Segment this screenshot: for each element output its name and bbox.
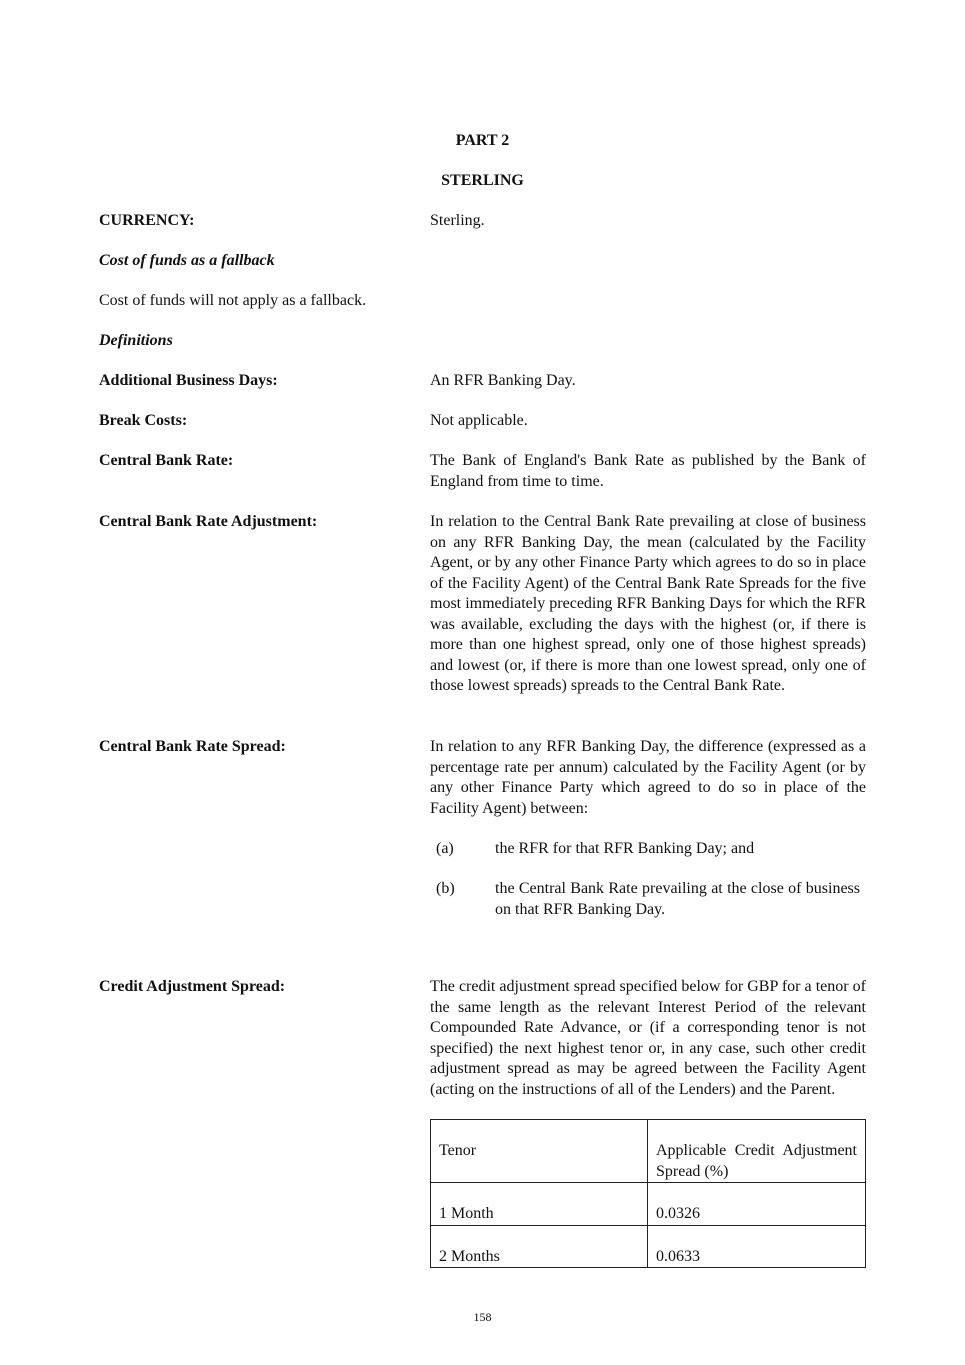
- list-item-label: (a): [436, 840, 454, 857]
- table-header-cell: Tenor: [431, 1120, 648, 1183]
- definitions-heading: Definitions: [99, 332, 173, 349]
- term-central-bank-rate-spread: Central Bank Rate Spread:: [99, 738, 286, 755]
- definition-central-bank-rate-adjustment: In relation to the Central Bank Rate prevailing at close of business on any RFR Banking Day, the mean (calculated by the Facility Agent, or by any other Finance Party which agrees to do so in place of the Facility Agent) of the Central Bank Rate Spreads for the five most immediately preceding RFR Banking Days for which the RFR was available, excluding the days with the highest (or, if there is more than one highest spread, only one of those highest spreads) and lowest (or, if there is more than one lowest spread, only one of those lowest spreads) spreads to the Central Bank Rate.: [430, 513, 866, 694]
- table-cell: 1 Month: [431, 1183, 648, 1226]
- term-additional-business-days: Additional Business Days:: [99, 372, 278, 389]
- cost-of-funds-heading: Cost of funds as a fallback: [99, 252, 275, 269]
- currency-label: CURRENCY:: [99, 212, 195, 229]
- list-item-text: the Central Bank Rate prevailing at the close of business on that RFR Banking Day.: [495, 880, 860, 918]
- table-cell: 0.0326: [648, 1183, 866, 1226]
- cost-of-funds-text: Cost of funds will not apply as a fallback.: [99, 292, 367, 309]
- credit-adjustment-spread-table: [430, 1119, 866, 1268]
- table-cell: 0.0633: [648, 1225, 866, 1268]
- list-item-label: (b): [436, 880, 455, 897]
- table-row: [431, 1183, 866, 1226]
- term-central-bank-rate-adjustment: Central Bank Rate Adjustment:: [99, 513, 318, 530]
- table-cell: 2 Months: [431, 1225, 648, 1268]
- table-header-row: [431, 1120, 866, 1183]
- table-row: [431, 1225, 866, 1268]
- part-heading: PART 2: [455, 132, 510, 149]
- definition-additional-business-days: An RFR Banking Day.: [430, 372, 576, 389]
- definition-credit-adjustment-spread: The credit adjustment spread specified below for GBP for a tenor of the same length as the relevant Interest Period of the relevant Compounded Rate Advance, or (if a corresponding tenor is not specified) the next highest tenor or, in any case, such other credit adjustment spread as may be agreed between the Facility Agent (acting on the instructions of all of the Lenders) and the Parent.: [430, 978, 866, 1098]
- term-central-bank-rate: Central Bank Rate:: [99, 452, 234, 469]
- term-credit-adjustment-spread: Credit Adjustment Spread:: [99, 978, 286, 995]
- definition-central-bank-rate: The Bank of England's Bank Rate as published by the Bank of England from time to time.: [430, 452, 866, 490]
- table-header-cell: Applicable Credit Adjustment Spread (%): [648, 1120, 866, 1183]
- list-item-text: the RFR for that RFR Banking Day; and: [495, 840, 755, 857]
- page-number: 158: [473, 1310, 492, 1324]
- term-break-costs: Break Costs:: [99, 412, 188, 429]
- definition-break-costs: Not applicable.: [430, 412, 528, 429]
- section-heading: STERLING: [441, 172, 524, 189]
- currency-value: Sterling.: [430, 212, 485, 229]
- definition-central-bank-rate-spread: In relation to any RFR Banking Day, the difference (expressed as a percentage rate per annum) calculated by the Facility Agent (or by any other Finance Party which agreed to do so in place of the Facility Agent) between:: [430, 738, 866, 817]
